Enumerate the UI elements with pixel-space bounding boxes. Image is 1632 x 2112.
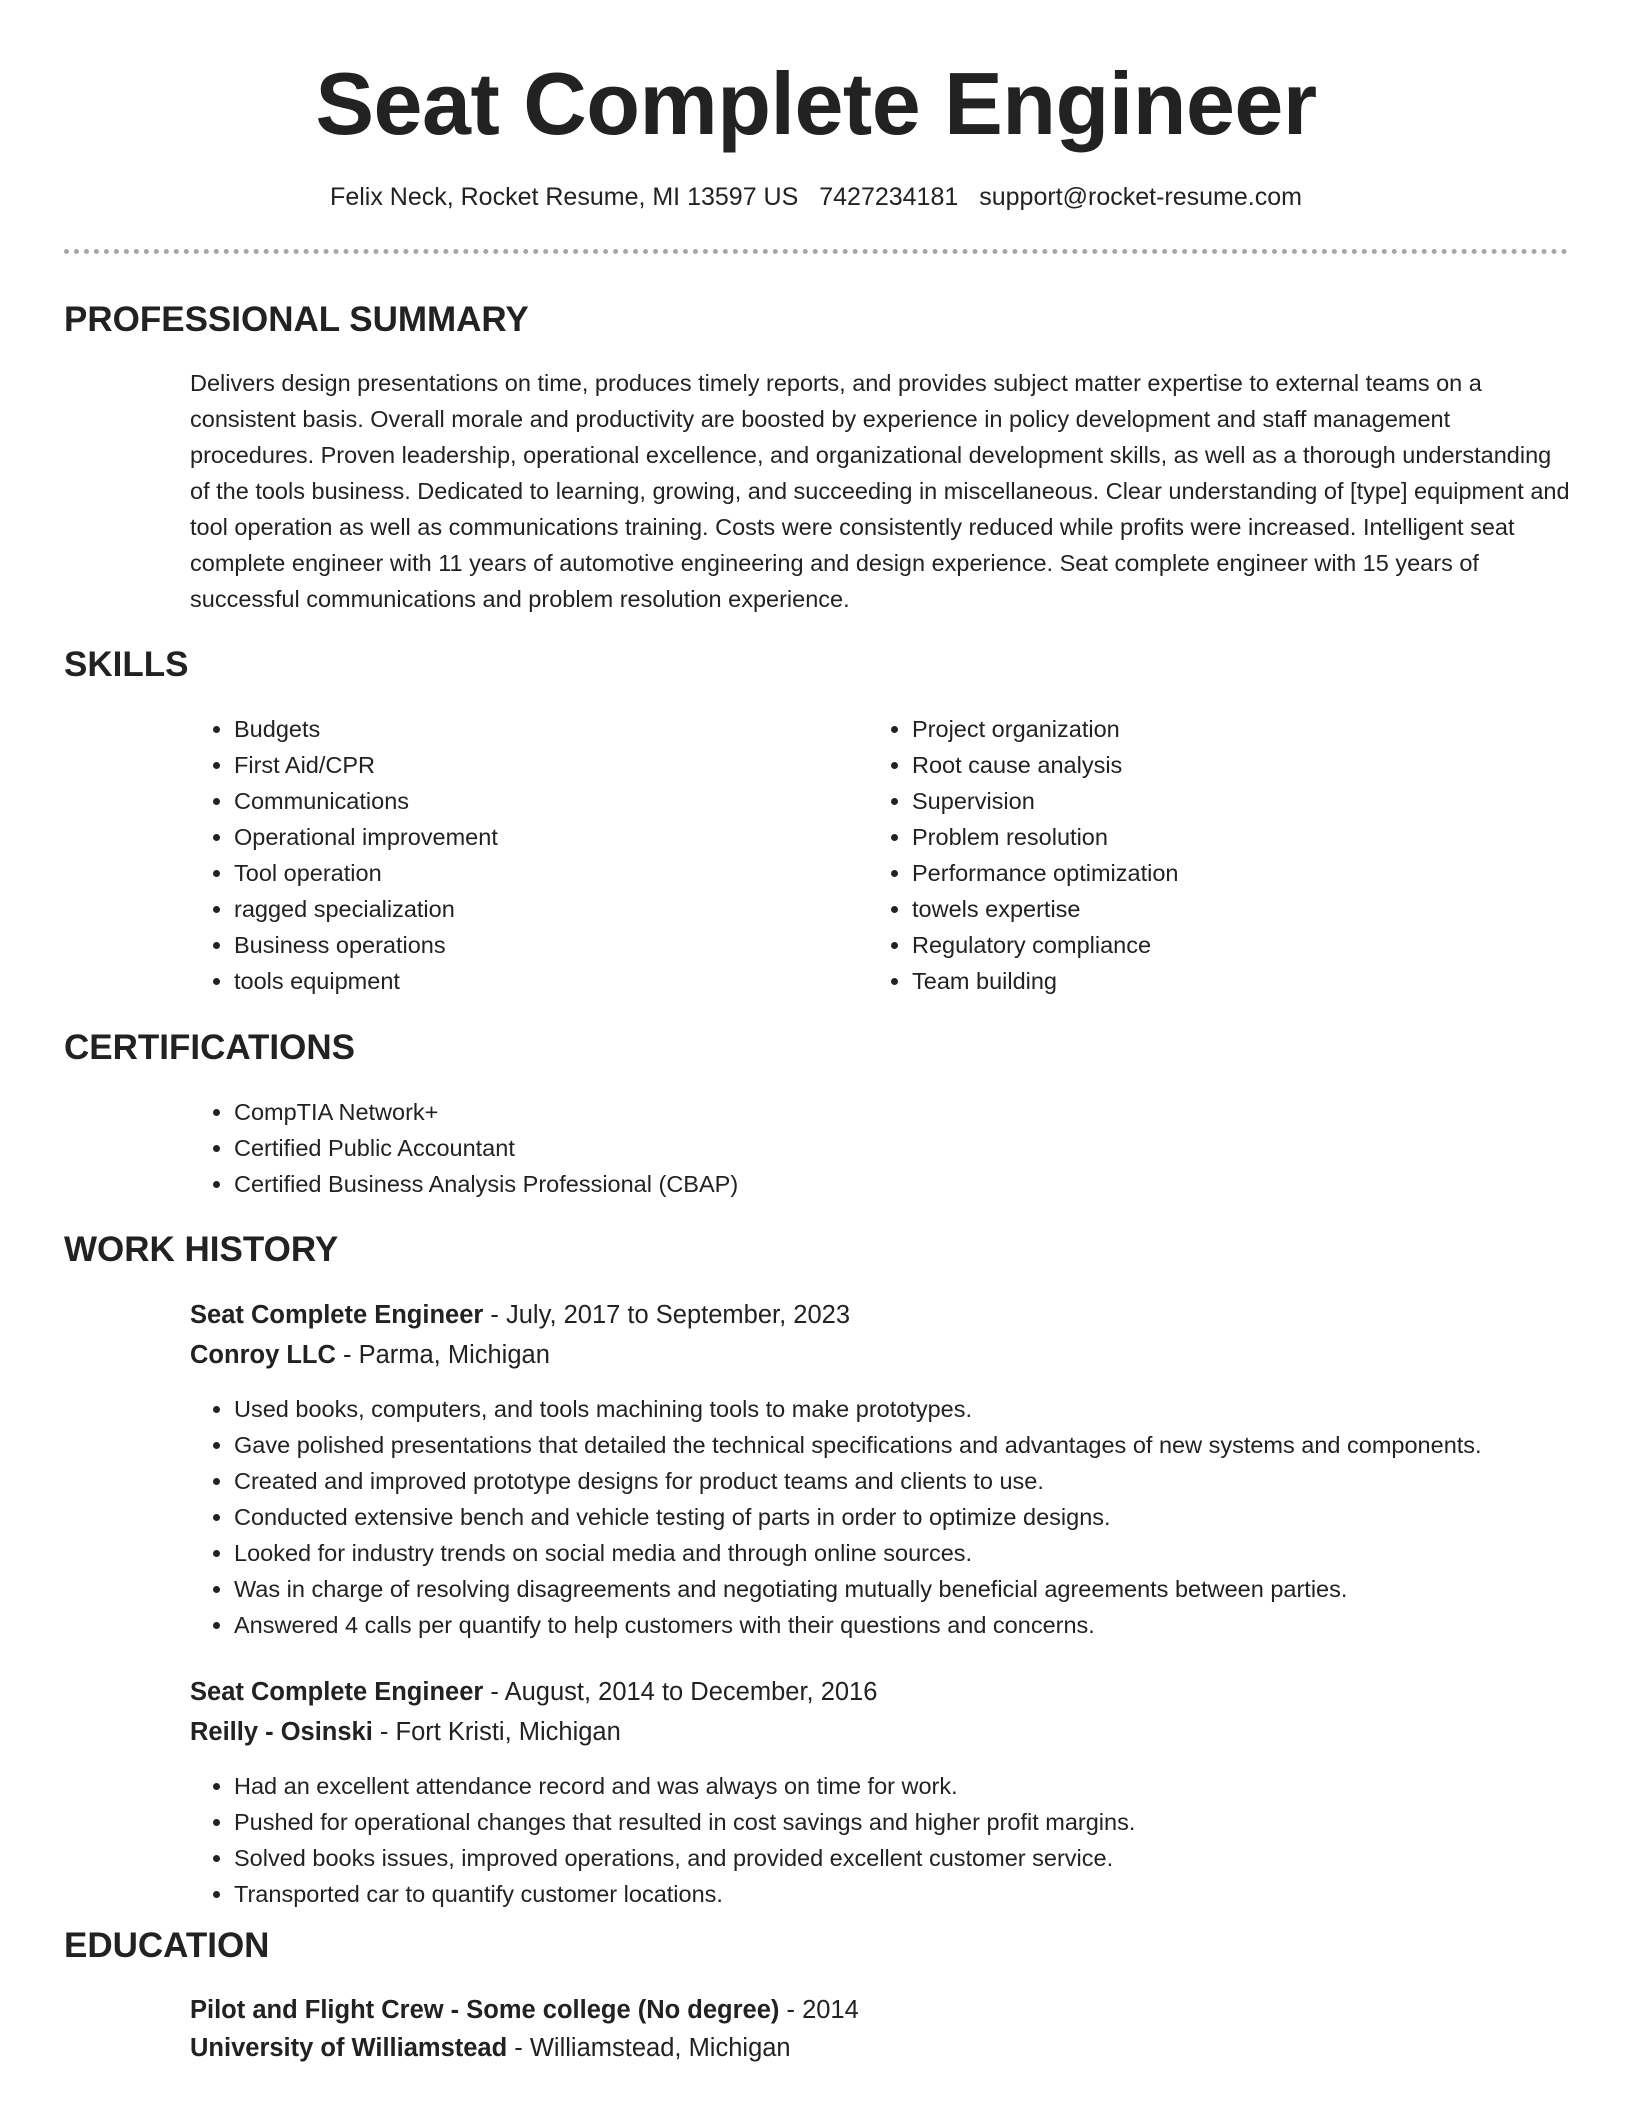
job-company-line: [190, 1714, 621, 1750]
header-divider: [64, 249, 1568, 254]
list-item: • Problem resolution: [912, 819, 1532, 855]
list-item: • ragged specialization: [234, 891, 854, 927]
list-item: • Performance optimization: [912, 855, 1532, 891]
education-location: - Williamstead, Michigan: [507, 2034, 791, 2062]
job-company: Reilly - Osinski: [190, 1718, 373, 1746]
certifications-list: [190, 1094, 1534, 1202]
list-item: • Had an excellent attendance record and was always on time for work.: [234, 1768, 1632, 1804]
education-degree-line: [190, 1992, 859, 2028]
list-item: • Tool operation: [234, 855, 854, 891]
job-title-line: [190, 1297, 850, 1333]
job-role: Seat Complete Engineer: [190, 1301, 484, 1329]
list-item: • Business operations: [234, 927, 854, 963]
resume-name: Seat Complete Engineer: [315, 54, 1317, 153]
contact-email: support@rocket-resume.com: [979, 183, 1302, 211]
job-role: Seat Complete Engineer: [190, 1678, 484, 1706]
list-item: • Conducted extensive bench and vehicle testing of parts in order to optimize designs.: [234, 1499, 1632, 1535]
list-item: • Created and improved prototype designs for product teams and clients to use.: [234, 1463, 1632, 1499]
list-item: • Looked for industry trends on social media and through online sources.: [234, 1535, 1632, 1571]
list-item: • Certified Public Accountant: [234, 1130, 1534, 1166]
contact-phone: 7427234181: [819, 183, 959, 211]
list-item: • Answered 4 calls per quantify to help customers with their questions and concerns.: [234, 1607, 1632, 1643]
list-item: • Certified Business Analysis Professional (CBAP): [234, 1166, 1534, 1202]
education-degree: Pilot and Flight Crew - Some college (No degree): [190, 1996, 780, 2024]
list-item: • Gave polished presentations that detailed the technical specifications and advantages of new systems and components.: [234, 1427, 1632, 1463]
summary-text: Delivers design presentations on time, produces timely reports, and provides subject matter expertise to external teams on a consistent basis. Overall morale and productivity are boosted by experience in policy development and staff management procedures. Proven leadership, operational excellence, and organizational development skills, as well as a thorough understanding of the tools business. Dedicated to learning, growing, and succeeding in miscellaneous. Clear understanding of [type] equipment and tool operation as well as communications training. Costs were consistently reduced while profits were increased. Intelligent seat complete engineer with 11 years of automotive engineering and design experience. Seat complete engineer with 15 years of successful communications and problem resolution experience.: [190, 370, 1570, 612]
list-item: • CompTIA Network+: [234, 1094, 1534, 1130]
job-location: - Fort Kristi, Michigan: [372, 1718, 621, 1746]
job-title-line: [190, 1674, 877, 1710]
education-school: University of Williamstead: [190, 2034, 508, 2062]
list-item: • Operational improvement: [234, 819, 854, 855]
list-item: • Budgets: [234, 711, 854, 747]
list-item: • Pushed for operational changes that resulted in cost savings and higher profit margins.: [234, 1804, 1632, 1840]
list-item: • Project organization: [912, 711, 1532, 747]
section-title-skills: SKILLS: [64, 645, 189, 684]
section-title-education: EDUCATION: [64, 1926, 270, 1965]
list-item: • tools equipment: [234, 963, 854, 999]
section-title-work-history: WORK HISTORY: [64, 1230, 339, 1269]
education-school-line: [190, 2030, 791, 2066]
job-dates: - July, 2017 to September, 2023: [483, 1301, 851, 1329]
list-item: • First Aid/CPR: [234, 747, 854, 783]
list-item: • towels expertise: [912, 891, 1532, 927]
job-location: - Parma, Michigan: [335, 1341, 550, 1369]
job-dates: - August, 2014 to December, 2016: [483, 1678, 878, 1706]
list-item: • Root cause analysis: [912, 747, 1532, 783]
job-bullets: [190, 1391, 1632, 1643]
contact-address: Felix Neck, Rocket Resume, MI 13597 US: [330, 183, 799, 211]
job-company: Conroy LLC: [190, 1341, 336, 1369]
job-bullets: [190, 1768, 1632, 1912]
list-item: • Solved books issues, improved operations, and provided excellent customer service.: [234, 1840, 1632, 1876]
list-item: • Team building: [912, 963, 1532, 999]
list-item: • Regulatory compliance: [912, 927, 1532, 963]
job-company-line: [190, 1337, 550, 1373]
section-title-certifications: CERTIFICATIONS: [64, 1028, 356, 1067]
list-item: • Transported car to quantify customer locations.: [234, 1876, 1632, 1912]
skills-list-left: [190, 711, 854, 999]
list-item: • Communications: [234, 783, 854, 819]
list-item: • Supervision: [912, 783, 1532, 819]
education-year: - 2014: [779, 1996, 859, 2024]
contact-line: [0, 180, 1632, 214]
list-item: • Was in charge of resolving disagreements and negotiating mutually beneficial agreements between parties.: [234, 1571, 1632, 1607]
section-title-summary: PROFESSIONAL SUMMARY: [64, 300, 529, 339]
list-item: • Used books, computers, and tools machining tools to make prototypes.: [234, 1391, 1632, 1427]
skills-list-right: [868, 711, 1532, 999]
